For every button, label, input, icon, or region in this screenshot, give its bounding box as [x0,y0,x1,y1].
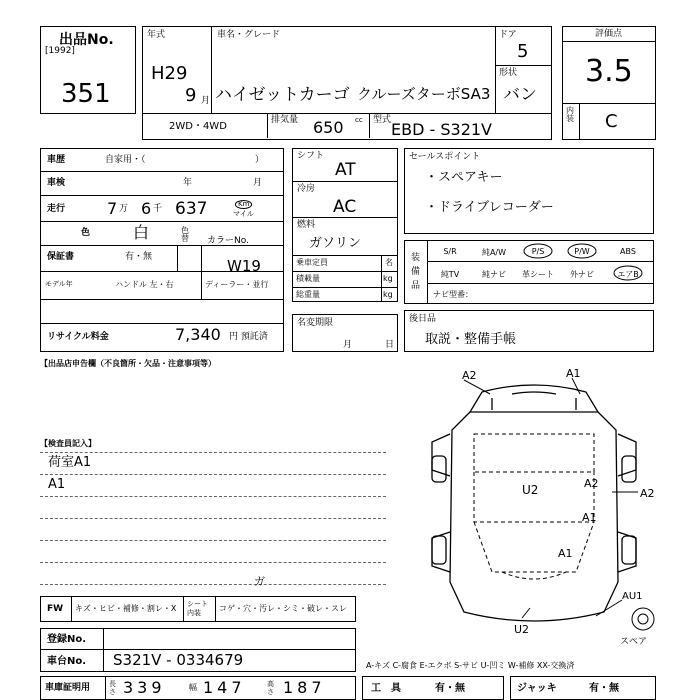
shaken-year: 年 [183,178,193,188]
warranty-value: 有・無 [125,252,153,262]
equip-ext-navi: 外ナビ [570,270,594,279]
sheet-label: シート内装 [187,600,208,617]
checks-box [40,596,356,622]
mileage-sen: 6 [141,199,152,218]
fuel-value: ガソリン [309,236,362,251]
model-label: 型式 [373,115,392,125]
after-value: 取説・整備手帳 [425,332,517,347]
after-label: 後日品 [409,314,437,324]
width-value: 147 [203,678,246,697]
mileage-man-unit: 万 [119,204,129,214]
notice-label: 【出品店申告欄（不良箇所・欠品・注意事項等） [40,359,216,368]
equipment-circles [405,241,653,303]
month-unit: 月 [201,96,211,106]
reg-label: 登録No. [47,634,87,645]
vehicle-box [142,26,552,114]
diag-mark-3: U2 [522,483,539,497]
displacement-label: 排気量 [271,115,299,125]
color-value: 白 [133,223,150,242]
equip-abs: ABS [620,247,636,256]
jack-value: 有・無 [589,683,619,694]
mileage-unit-km: Km [235,200,252,209]
shift-label: シフト [297,151,325,161]
door-label: ドア [499,30,517,40]
color-label: 色 [81,228,91,238]
navi-model-label: ナビ型番： [433,290,473,299]
mileage-unit-mile: マイル [233,210,254,218]
weight-unit: kg [383,290,393,299]
capacity-unit: 名 [385,258,393,267]
diag-mark-1: A2 [462,369,477,382]
registration-box [40,628,356,672]
inspector-line-1: 荷室A1 [48,455,92,470]
sheet-mark: ガ [254,575,265,588]
equip-leather: 革シート [522,270,554,279]
name-label: 車名・グレード [217,30,281,40]
height-value: 187 [283,678,326,697]
model-small-label: モデル年 [45,280,73,288]
mileage-rest: 637 [175,199,208,219]
mileage-man: 7 [107,199,118,218]
month-value: 9 [185,85,197,106]
sheet-items: コゲ・穴・汚レ・シミ・破レ・スレ [219,604,347,613]
warranty-label: 保証書 [47,252,75,262]
ac-value: AC [333,197,357,217]
diag-mark-5: A1 [582,511,597,524]
dealer-label: ディーラー・並行 [205,280,269,289]
inspector-line-2: A1 [48,477,66,492]
dimensions-box [40,676,356,700]
diag-mark-7: A2 [640,487,655,500]
equip-ps: P/S [531,247,545,256]
meigi-day: 日 [385,340,395,350]
year-label: 年式 [147,30,166,40]
jack-label: ジャッキ [517,683,557,694]
weight-label: 総重量 [296,290,320,299]
drive-box [142,114,552,140]
equip-pw: P/W [574,247,590,256]
diag-mark-2: A1 [566,367,581,380]
recycle-value: 7,340 [175,325,221,344]
meigi-month: 月 [343,340,353,350]
capacity-label: 乗車定員 [296,258,328,267]
length-value: 339 [123,678,166,697]
lot-number: 351 [61,79,111,109]
year-value: H29 [151,63,188,84]
tools-box [362,676,504,700]
tools-value: 有・無 [435,683,465,694]
rekisha-close: ） [255,155,265,165]
meigi-label: 名変期限 [297,318,334,328]
grade-value: クルーズターボSA3 [357,85,491,103]
load-unit: kg [383,274,393,283]
model-value: EBD - S321V [391,120,492,139]
lot-serial: [1992] [45,46,75,56]
width-label: 幅 [189,683,197,692]
lot-box [40,26,136,114]
displacement-value: 650 [313,118,344,137]
load-label: 積載量 [296,274,320,283]
sales-point-2: ・ドライブレコーダー [425,200,554,215]
color-no-label: カラーNo. [207,236,249,246]
shape-value: バン [503,85,537,105]
ac-label: 冷房 [297,184,316,194]
mileage-sen-unit: 千 [153,204,163,214]
chassis-label: 車台No. [47,656,87,667]
color-change-label: 色替 [181,226,189,243]
dim-label: 車庫証明用 [45,683,91,693]
door-value: 5 [517,41,529,62]
sales-points-label: セールスポイント [409,152,481,162]
equipment-label: 装備品 [411,253,421,291]
score-box [562,26,656,140]
car-damage-diagram [412,369,656,634]
diag-mark-4: A2 [584,477,599,490]
fuel-label: 燃料 [297,220,316,230]
interior-value: C [605,111,618,132]
shape-label: 形状 [499,68,518,78]
specs-box [292,148,398,302]
drive-label: 2WD・4WD [169,121,227,132]
equip-aw: 純A/W [481,248,507,257]
length-label: 長さ [109,680,116,696]
diag-mark-9: U2 [514,623,530,636]
lot-label: 出品No. [59,32,114,48]
spare-tire-icon [630,606,656,632]
fw-label: FW [47,604,64,614]
meigi-box [292,314,398,352]
equipment-box [404,240,654,304]
shaken-label: 車検 [47,178,66,188]
legend: A-キズ C-腐食 E-エクボ S-サビ U-凹ミ W-補修 XX-交換済 [366,661,575,670]
name-value: ハイゼットカーゴ [215,85,350,105]
chassis-value: S321V - 0334679 [113,651,244,669]
after-box [404,310,654,352]
recycle-label: リサイクル料金 [47,332,109,342]
jack-box [510,676,656,700]
diag-mark-8: AU1 [622,591,643,602]
color-no-value: W19 [227,257,261,275]
shaken-month: 月 [253,178,263,188]
equip-tv: 純TV [440,270,460,279]
interior-label: 内装 [566,106,574,123]
handle-label: ハンドル 左・右 [115,280,174,289]
height-label: 高さ [267,680,274,696]
displacement-unit: cc [355,116,363,124]
sales-points-box [404,148,654,234]
shift-value: AT [335,160,356,180]
history-box [40,148,284,352]
score-value: 3.5 [585,54,633,89]
diag-mark-6: A1 [558,547,573,560]
equip-sr: S/R [443,247,457,256]
recycle-unit: 円 預託済 [229,332,268,342]
rekisha-label: 車歴 [47,155,66,165]
spare-label: スペア [620,637,648,647]
mileage-label: 走行 [47,204,66,214]
rekisha-value: 自家用・（ [105,155,146,165]
tools-label: 工 具 [371,683,401,694]
equip-airbag: エアB [617,270,639,279]
equip-navi: 純ナビ [482,270,506,279]
score-label: 評価点 [595,29,623,39]
fw-items: キズ・ヒビ・補修・割レ・X [75,604,177,613]
sales-point-1: ・スペアキー [425,170,503,185]
inspector-label: 【検査員記入】 [40,439,96,448]
